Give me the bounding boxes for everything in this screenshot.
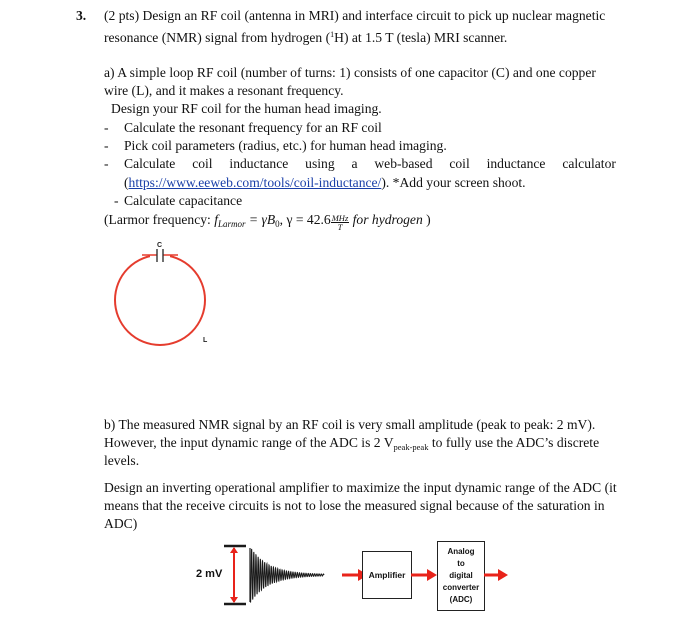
- isotope-superscript: 1: [330, 30, 335, 39]
- larmor-open: (Larmor frequency:: [104, 212, 215, 227]
- larmor-close: ): [426, 212, 431, 227]
- larmor-eq2: , γ = 42.6: [279, 212, 331, 227]
- adc-line: converter: [442, 583, 480, 592]
- coil-loop: [115, 255, 205, 345]
- larmor-equation: [104, 211, 431, 233]
- question-line-2-text: resonance (NMR) signal from hydrogen (: [104, 30, 331, 45]
- rf-coil-diagram: [100, 236, 230, 356]
- larmor-f-subscript: Larmor: [218, 219, 246, 229]
- bullet-3-word: inductance: [229, 156, 289, 171]
- question-line-1: (2 pts) Design an RF coil (antenna in MRI) and interface circuit to pick up nuclear magnetic: [104, 8, 606, 23]
- bullet-3-word: Calculate: [124, 156, 176, 171]
- part-a-line-3: Design your RF coil for the human head imaging.: [111, 101, 382, 116]
- arrow-from-adc: [483, 568, 513, 582]
- fid-waveform: [250, 549, 324, 603]
- bullet-1: Calculate the resonant frequency for an RF coil: [124, 120, 382, 135]
- larmor-fraction: [331, 214, 350, 231]
- bullet-2: Pick coil parameters (radius, etc.) for human head imaging.: [124, 138, 447, 153]
- amplitude-arrowhead-down: [230, 597, 238, 603]
- signal-amplitude-label: 2 mV: [196, 568, 223, 580]
- coil-inductance-calculator-link[interactable]: https://www.eeweb.com/tools/coil-inductance/: [128, 175, 382, 190]
- larmor-frac-den: T: [337, 222, 343, 232]
- bullet-3-word: a: [351, 156, 358, 171]
- bullet-dash-2: -: [104, 138, 109, 153]
- link-open-paren: (: [124, 175, 129, 190]
- part-b-line-4: Design an inverting operational amplifier to maximize the input dynamic range of the ADC (it: [104, 480, 617, 495]
- bullet-3-word: calculator: [562, 156, 616, 171]
- bullet-3: [124, 155, 616, 173]
- adc-line: (ADC): [449, 595, 473, 604]
- part-b-line-2-tail: to fully use the ADC’s discrete: [428, 435, 600, 450]
- amplifier-block: Amplifier: [362, 551, 412, 599]
- adc-line: digital: [449, 571, 473, 580]
- larmor-b-subscript: 0: [275, 219, 280, 229]
- peak-peak-subscript: peak-peak: [393, 442, 429, 452]
- bullet-3-word: web-based: [374, 156, 433, 171]
- adc-line: to: [457, 559, 465, 568]
- bullet-3-continuation: [124, 174, 526, 192]
- bullet-3-word: coil: [449, 156, 470, 171]
- inductor-label: L: [203, 337, 208, 344]
- larmor-frac-num: MHz: [331, 213, 349, 223]
- part-b-line-2-text: However, the input dynamic range of the ADC is 2 V: [104, 435, 394, 450]
- larmor-tail: for hydrogen: [349, 212, 427, 227]
- bullet-3-word: inductance: [486, 156, 546, 171]
- bullet-3-word: coil: [192, 156, 213, 171]
- question-line-2-tail: H) at 1.5 T (tesla) MRI scanner.: [334, 30, 508, 45]
- bullet-dash-4: -: [114, 193, 119, 208]
- part-a-line-2: wire (L), and it makes a resonant frequency.: [104, 83, 344, 98]
- larmor-eq1: = γB: [245, 212, 276, 227]
- question-line-2: [104, 26, 507, 47]
- part-b-line-5: means that the receive circuits is not to lose the measured signal because of the saturation in: [104, 498, 605, 513]
- bullet-dash-1: -: [104, 120, 109, 135]
- bullet-3-word: using: [305, 156, 335, 171]
- part-a-line-1: a) A simple loop RF coil (number of turns: 1) consists of one capacitor (C) and one copper: [104, 65, 596, 80]
- larmor-f: f: [214, 212, 218, 227]
- part-b-line-3: levels.: [104, 453, 140, 468]
- question-number: 3.: [76, 8, 87, 23]
- adc-line: Analog: [447, 547, 475, 556]
- bullet-dash-3: -: [104, 156, 109, 171]
- part-b-line-2: [104, 434, 599, 456]
- link-close-text: ). *Add your screen shoot.: [381, 175, 526, 190]
- part-b-line-1: b) The measured NMR signal by an RF coil is very small amplitude (peak to peak: 2 mV).: [104, 417, 596, 432]
- part-b-line-6: ADC): [104, 516, 138, 531]
- arrow-to-adc: [410, 568, 440, 582]
- adc-block: [437, 541, 485, 611]
- bullet-4: Calculate capacitance: [124, 193, 243, 208]
- capacitor-label: C: [157, 242, 163, 249]
- amplitude-arrowhead-up: [230, 547, 238, 553]
